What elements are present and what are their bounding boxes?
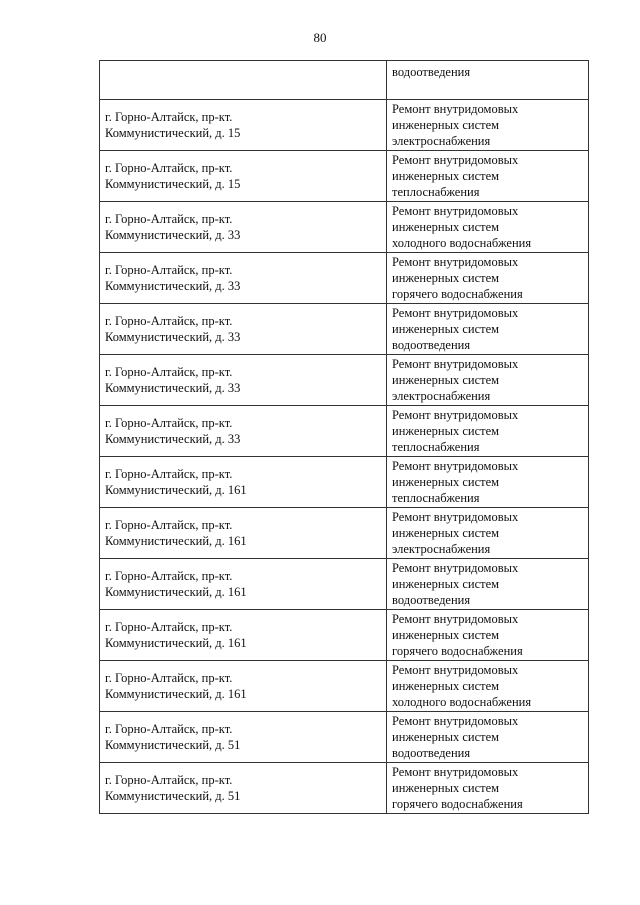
table-row	[100, 610, 589, 661]
work-text: Ремонт внутридомовых инженерных систем горячего водоснабжения	[392, 612, 523, 658]
work-cell	[387, 508, 589, 559]
work-text: Ремонт внутридомовых инженерных систем теплоснабжения	[392, 153, 519, 199]
work-text: Ремонт внутридомовых инженерных систем электроснабжения	[392, 102, 519, 148]
works-table-body	[100, 61, 589, 814]
work-cell	[387, 559, 589, 610]
address-cell	[100, 661, 387, 712]
table-row	[100, 508, 589, 559]
table-row	[100, 304, 589, 355]
work-cell	[387, 253, 589, 304]
address-cell	[100, 508, 387, 559]
page-number: 80	[313, 30, 327, 45]
address-text: г. Горно-Алтайск, пр-кт. Коммунистический, д. 51	[105, 722, 241, 752]
address-text: г. Горно-Алтайск, пр-кт. Коммунистический, д. 161	[105, 569, 247, 599]
address-cell	[100, 61, 387, 100]
address-text: г. Горно-Алтайск, пр-кт. Коммунистический, д. 161	[105, 518, 247, 548]
works-table	[99, 60, 589, 814]
address-cell	[100, 406, 387, 457]
work-text: Ремонт внутридомовых инженерных систем водоотведения	[392, 306, 519, 352]
work-text: Ремонт внутридомовых инженерных систем холодного водоснабжения	[392, 663, 532, 709]
table-row	[100, 151, 589, 202]
work-cell	[387, 661, 589, 712]
work-text: Ремонт внутридомовых инженерных систем электроснабжения	[392, 510, 519, 556]
table-row	[100, 559, 589, 610]
work-cell	[387, 763, 589, 814]
address-text: г. Горно-Алтайск, пр-кт. Коммунистический, д. 33	[105, 212, 241, 242]
address-cell	[100, 202, 387, 253]
address-text: г. Горно-Алтайск, пр-кт. Коммунистический, д. 15	[105, 161, 241, 191]
work-cell	[387, 610, 589, 661]
table-row	[100, 355, 589, 406]
work-text: Ремонт внутридомовых инженерных систем горячего водоснабжения	[392, 255, 523, 301]
table-row	[100, 253, 589, 304]
work-cell	[387, 151, 589, 202]
continuation-row	[100, 61, 589, 100]
work-cell	[387, 712, 589, 763]
work-text: Ремонт внутридомовых инженерных систем теплоснабжения	[392, 459, 519, 505]
address-cell	[100, 712, 387, 763]
table-row	[100, 763, 589, 814]
address-text: г. Горно-Алтайск, пр-кт. Коммунистический, д. 33	[105, 263, 241, 293]
work-cell	[387, 100, 589, 151]
table-row	[100, 202, 589, 253]
work-cell	[387, 355, 589, 406]
table-row	[100, 406, 589, 457]
address-text: г. Горно-Алтайск, пр-кт. Коммунистический, д. 33	[105, 365, 241, 395]
work-text: Ремонт внутридомовых инженерных систем холодного водоснабжения	[392, 204, 532, 250]
work-cell	[387, 457, 589, 508]
address-cell	[100, 457, 387, 508]
address-cell	[100, 610, 387, 661]
table-row	[100, 661, 589, 712]
address-text: г. Горно-Алтайск, пр-кт. Коммунистический, д. 161	[105, 671, 247, 701]
address-cell	[100, 559, 387, 610]
address-cell	[100, 151, 387, 202]
address-text: г. Горно-Алтайск, пр-кт. Коммунистический, д. 15	[105, 110, 241, 140]
address-cell	[100, 100, 387, 151]
table-row	[100, 100, 589, 151]
address-text: г. Горно-Алтайск, пр-кт. Коммунистический, д. 33	[105, 416, 241, 446]
address-cell	[100, 253, 387, 304]
address-cell	[100, 304, 387, 355]
work-text: Ремонт внутридомовых инженерных систем электроснабжения	[392, 357, 519, 403]
work-text: Ремонт внутридомовых инженерных систем горячего водоснабжения	[392, 765, 523, 811]
address-text: г. Горно-Алтайск, пр-кт. Коммунистический, д. 161	[105, 620, 247, 650]
work-text: Ремонт внутридомовых инженерных систем водоотведения	[392, 561, 519, 607]
work-cell	[387, 406, 589, 457]
work-text: Ремонт внутридомовых инженерных систем водоотведения	[392, 714, 519, 760]
work-cell	[387, 304, 589, 355]
address-text: г. Горно-Алтайск, пр-кт. Коммунистический, д. 161	[105, 467, 247, 497]
work-text: Ремонт внутридомовых инженерных систем теплоснабжения	[392, 408, 519, 454]
work-cell	[387, 61, 589, 100]
address-text: г. Горно-Алтайск, пр-кт. Коммунистический, д. 51	[105, 773, 241, 803]
table-row	[100, 457, 589, 508]
table-row	[100, 712, 589, 763]
address-text: г. Горно-Алтайск, пр-кт. Коммунистический, д. 33	[105, 314, 241, 344]
work-text: водоотведения	[392, 65, 471, 79]
work-cell	[387, 202, 589, 253]
address-cell	[100, 355, 387, 406]
address-cell	[100, 763, 387, 814]
